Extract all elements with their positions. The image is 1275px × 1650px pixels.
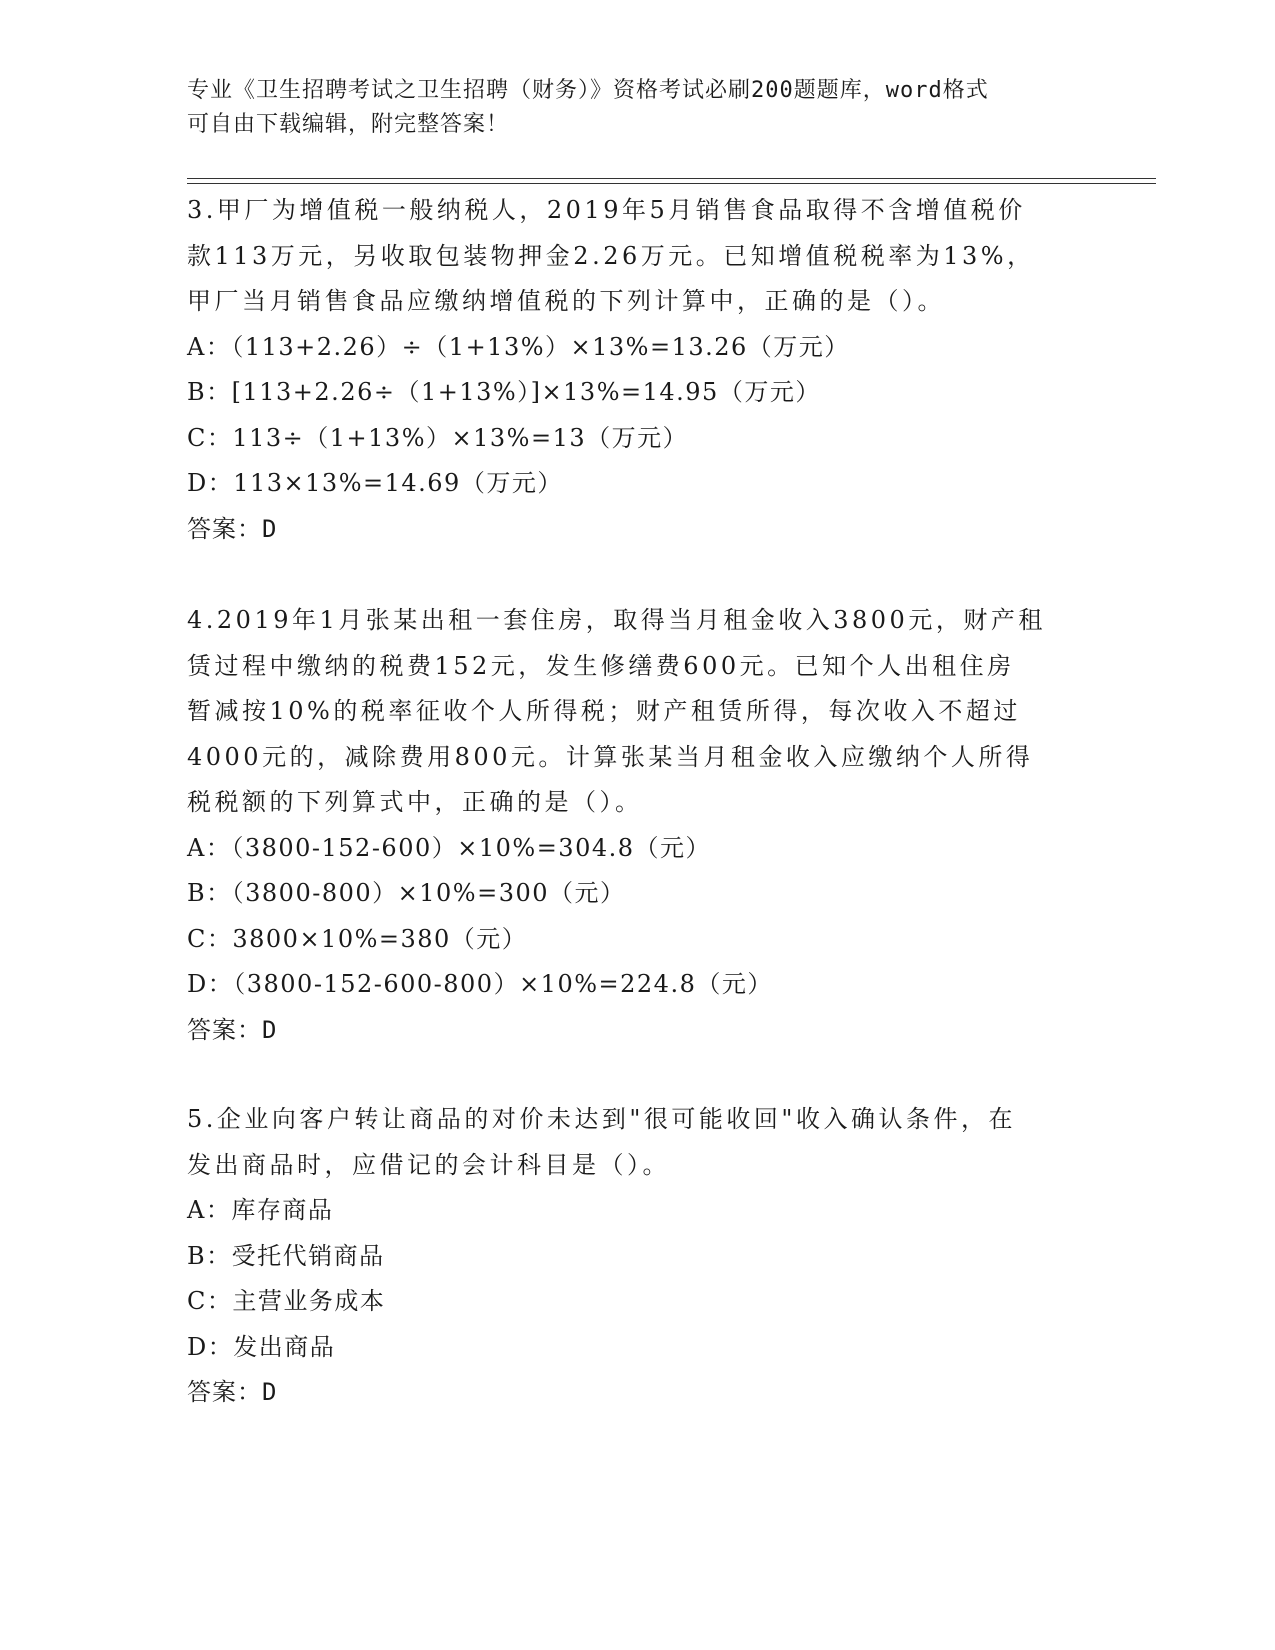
document-header [187, 74, 1077, 142]
question-4 [187, 598, 1087, 1053]
option-a: A：（113+2.26）÷（1+13%）×13%=13.26（万元） [187, 332, 850, 361]
question-stem-line: 款113万元，另收取包装物押金2.26万元。已知增值税税率为13%， [187, 241, 1035, 270]
option-b: B：受托代销商品 [187, 1241, 385, 1270]
option-a: A：（3800-152-600）×10%=304.8（元） [187, 833, 712, 862]
question-stem-line: 暂减按10%的税率征收个人所得税；财产租赁所得，每次收入不超过 [187, 697, 1021, 725]
question-stem-line: 税税额的下列算式中，正确的是（）。 [187, 788, 643, 816]
answer: 答案：D [187, 514, 278, 543]
question-stem-line: 赁过程中缴纳的税费152元，发生修缮费600元。已知个人出租住房 [187, 651, 1015, 680]
question-stem-line: 5.企业向客户转让商品的对价未达到"很可能收回"收入确认条件，在 [187, 1105, 1016, 1133]
header-title-line-2: 可自由下载编辑，附完整答案！ [187, 112, 510, 137]
option-a: A：库存商品 [187, 1196, 334, 1224]
option-d: D：发出商品 [187, 1332, 336, 1361]
option-d: D：113×13%=14.69（万元） [187, 469, 563, 497]
question-stem-line: 甲厂当月销售食品应缴纳增值税的下列计算中，正确的是（）。 [187, 287, 945, 315]
option-d: D：（3800-152-600-800）×10%=224.8（元） [187, 970, 773, 998]
header-divider [187, 178, 1156, 179]
option-c: C：主营业务成本 [187, 1287, 386, 1315]
option-c: C：113÷（1+13%）×13%=13（万元） [187, 423, 689, 452]
question-5 [187, 1097, 1087, 1416]
question-stem-line: 4.2019年1月张某出租一套住房，取得当月租金收入3800元，财产租 [187, 606, 1046, 634]
option-b: B：[113+2.26÷（1+13%）]×13%=14.95（万元） [187, 378, 821, 406]
answer: 答案：D [187, 1015, 278, 1044]
option-c: C：3800×10%=380（元） [187, 924, 528, 953]
question-stem-line: 4000元的，减除费用800元。计算张某当月租金收入应缴纳个人所得 [187, 742, 1034, 771]
option-b: B：（3800-800）×10%=300（元） [187, 879, 626, 907]
answer: 答案：D [187, 1378, 278, 1406]
question-stem-line: 发出商品时，应借记的会计科目是（）。 [187, 1150, 670, 1179]
question-stem-line: 3.甲厂为增值税一般纳税人，2019年5月销售食品取得不含增值税价 [187, 196, 1026, 224]
header-title-line-1: 专业《卫生招聘考试之卫生招聘（财务）》资格考试必刷200题题库，word格式 [187, 78, 989, 103]
question-3 [187, 188, 1087, 552]
